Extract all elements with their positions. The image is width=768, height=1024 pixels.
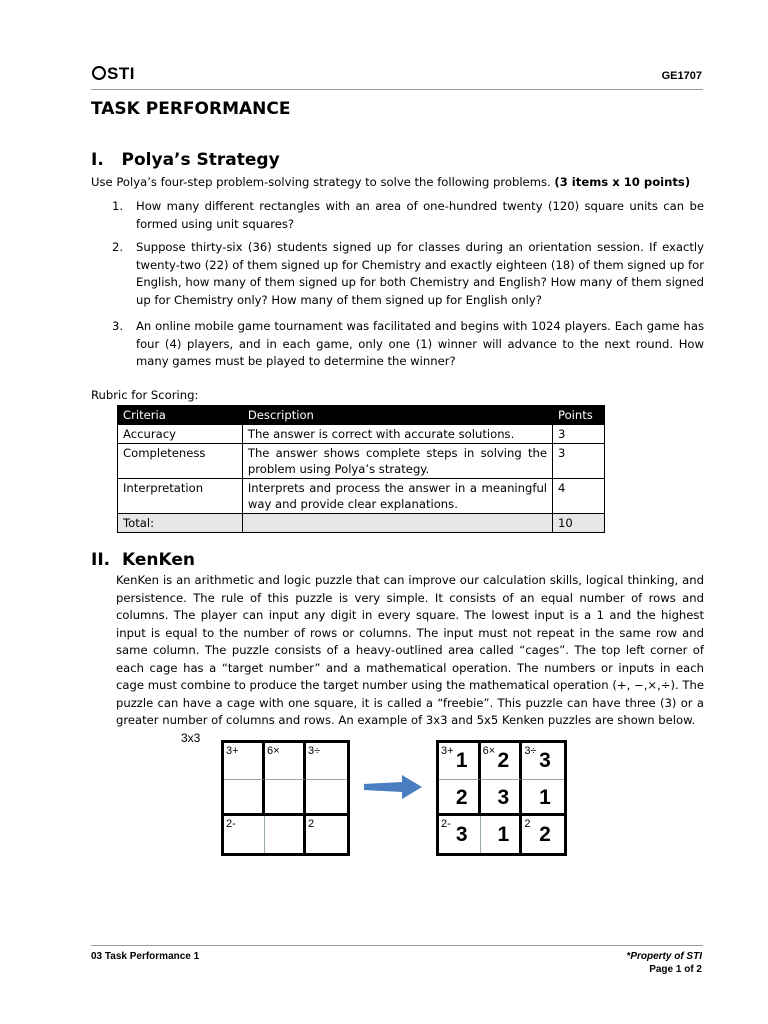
cell-value: 2	[455, 785, 468, 809]
problem-item: 1. How many different rectangles with an area of one-hundred twenty (120) square units can be formed using unit squares?	[112, 199, 704, 231]
kenken-cell	[224, 743, 265, 780]
rubric-header-description: Description	[242, 406, 552, 425]
kenken-cell	[265, 780, 306, 817]
kenken-cell	[439, 816, 481, 853]
footer-doc-name: 03 Task Performance 1	[91, 951, 200, 962]
cage-clue: 6×	[482, 745, 496, 757]
cell-value: 1	[455, 749, 468, 773]
kenken-cell	[265, 816, 306, 853]
kenken-cell	[306, 816, 347, 853]
kenken-cell	[522, 743, 564, 780]
cell-value: 3	[497, 785, 510, 809]
cage-clue: 3+	[226, 745, 239, 757]
kenken-cell	[522, 816, 564, 853]
right-arrow-icon	[362, 774, 424, 800]
section-intro: Use Polya’s four-step problem-solving strategy to solve the following problems. (3 items x 10 points)	[91, 175, 691, 189]
rubric-label: Rubric for Scoring:	[91, 388, 199, 402]
course-code: GE1707	[661, 70, 702, 82]
kenken-description: KenKen is an arithmetic and logic puzzle that can improve our calculation skills, logical thinking, and persistence. The rule of this puzzle is very simple. It consists of an equal number of rows and columns. The player can input any digit in every square. The lowest input is a 1 and the highest input is equal to the number of rows or columns. The input must not repeat in the same row and same column. The puzzle consists of a heavy-outlined area called “cages”. The top left corner of each cage has a “target number” and a mathematical operation. The numbers or inputs in each cage must combine to produce the target number using the mathematical operation (+, −,×,÷). The puzzle can have a cage with one square, it is called a “freebie”. This puzzle can have three (3) or a greater number of columns and rows. An example of 3x3 and 5x5 Kenken puzzles are shown below.	[116, 573, 704, 727]
cage-clue: 3÷	[524, 745, 537, 757]
cell-value: 3	[455, 822, 468, 846]
cage-clue: 2-	[441, 818, 451, 831]
cell-value: 2	[539, 822, 551, 846]
kenken-cell	[306, 743, 347, 780]
header-divider	[91, 89, 703, 90]
section-heading-polya: I. Polya’s Strategy	[91, 150, 280, 170]
sti-logo: STI	[92, 64, 135, 84]
logo-swirl-icon	[92, 66, 106, 80]
problem-item: 2. Suppose thirty-six (36) students signed up for classes during an orientation session. If exactly twenty-two (22) of them signed up for Chemistry and exactly eighteen (18) of them signed up for English, how many of them signed up for both Chemistry and English? How many of them signed up for Chemistry only? How many of them signed up for English only?	[112, 240, 704, 307]
cage-clue: 3÷	[308, 745, 321, 757]
kenken-puzzle-empty	[221, 740, 350, 856]
kenken-cell	[224, 816, 265, 853]
cage-clue: 2-	[226, 818, 236, 831]
kenken-cell	[481, 743, 523, 780]
kenken-cell	[224, 780, 265, 817]
kenken-cell	[522, 780, 564, 817]
cage-clue: 2	[524, 818, 531, 831]
cell-value: 1	[539, 785, 551, 809]
cell-value: 3	[539, 749, 551, 773]
cage-clue: 2	[308, 818, 315, 831]
footer-property: *Property of STI	[626, 951, 702, 962]
section-heading-kenken: II. KenKen	[91, 550, 195, 570]
rubric-total-row: Total: 10	[118, 514, 605, 533]
cell-value: 2	[497, 749, 510, 773]
rubric-header-row	[118, 406, 605, 425]
rubric-header-criteria: Criteria	[118, 406, 243, 425]
grid-size-label: 3x3	[181, 731, 201, 745]
table-row: Completeness The answer shows complete steps in solving the problem using Polya’s strategy. 3	[118, 444, 605, 479]
kenken-cell	[439, 780, 481, 817]
kenken-puzzle-solved	[436, 740, 567, 856]
kenken-cell	[306, 780, 347, 817]
footer-page-number: Page 1 of 2	[649, 964, 702, 975]
table-row: Interpretation Interprets and process the answer in a meaningful way and provide clear explanations. 4	[118, 479, 605, 514]
cage-clue: 3+	[441, 745, 454, 757]
kenken-cell	[439, 743, 481, 780]
rubric-header-points: Points	[553, 406, 605, 425]
document-title: TASK PERFORMANCE	[91, 99, 291, 119]
rubric-table	[117, 405, 605, 533]
cell-value: 1	[497, 822, 510, 846]
problem-item: 3. An online mobile game tournament was facilitated and begins with 1024 players. Each game has four (4) players, and in each game, only one (1) winner will advance to the next round. How many games must be played to determine the winner?	[112, 319, 704, 368]
kenken-cell	[265, 743, 306, 780]
kenken-cell	[481, 780, 523, 817]
footer-divider	[91, 945, 703, 946]
kenken-cell	[481, 816, 523, 853]
table-row: Accuracy The answer is correct with accurate solutions. 3	[118, 425, 605, 444]
cage-clue: 6×	[267, 745, 280, 757]
